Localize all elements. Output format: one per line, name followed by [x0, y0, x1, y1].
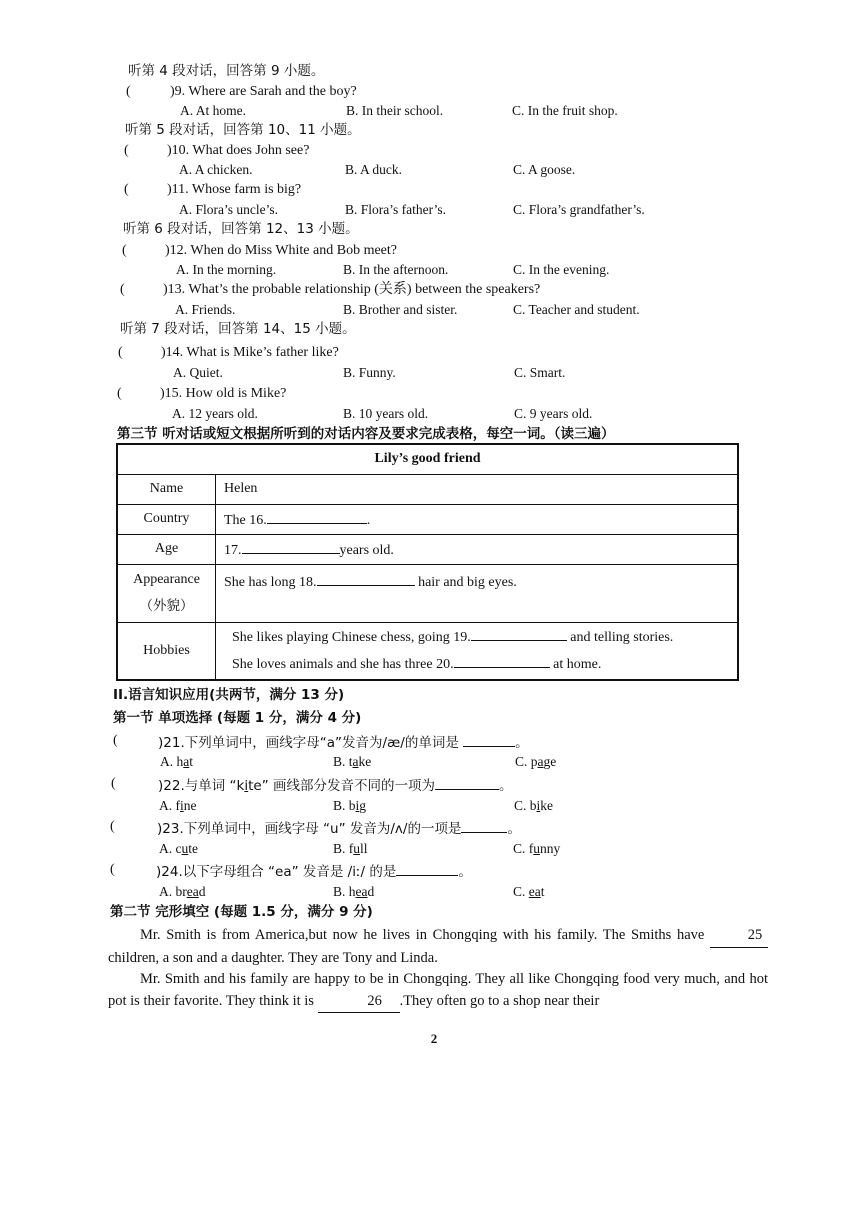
cloze-paragraph-1: [108, 925, 768, 969]
q24-stem-end: 。: [458, 864, 472, 880]
q14-option-c: C. Smart.: [514, 365, 566, 380]
hobbies-label: Hobbies: [117, 622, 216, 680]
q15-option-a: A. 12 years old.: [172, 406, 258, 421]
appearance-prefix: She has long 18.: [224, 574, 317, 590]
age-prefix: 17.: [224, 543, 242, 558]
answer-paren-q11: (: [124, 182, 129, 197]
q24-option-b: [333, 883, 374, 901]
q13-option-b: B. Brother and sister.: [343, 302, 458, 317]
table-title: Lily’s good friend: [117, 444, 738, 474]
cloze-p2-text-a: Mr. Smith and his family are happy to be in Chongqing. They all like Chongqing food very much, and hot pot is their favorite. They think it is: [108, 971, 768, 1009]
name-label: Name: [117, 474, 216, 504]
appearance-cell: [216, 564, 739, 622]
country-prefix: The 16.: [224, 513, 267, 528]
question-21-stem: [158, 732, 529, 752]
question-12-stem: )12. When do Miss White and Bob meet?: [165, 243, 397, 258]
q21-stem-end: 。: [515, 735, 529, 751]
q22-a-pre: A. f: [159, 798, 180, 813]
q22-b-post: g: [359, 798, 367, 813]
segment-7-header: 听第 7 段对话，回答第 14、15 小题。: [120, 321, 356, 337]
q22-c-pre: C. b: [514, 798, 537, 813]
part-2-heading: II.语言知识应用(共两节，满分 13 分): [113, 687, 345, 703]
q24-c-underlined: ea: [528, 884, 541, 899]
q23-c-post: nny: [540, 841, 561, 856]
q14-option-a: A. Quiet.: [173, 365, 223, 380]
answer-paren-q15: (: [117, 386, 122, 401]
q12-option-b: B. In the afternoon.: [343, 262, 449, 277]
country-label: Country: [117, 504, 216, 534]
q22-stem-end: 。: [499, 778, 513, 794]
table-row: [117, 622, 738, 680]
hobbies-cell: [216, 622, 739, 680]
q21-b-pre: B. t: [333, 754, 353, 769]
q22-a-post: ne: [183, 798, 197, 813]
question-23-stem: [157, 818, 521, 838]
answer-paren-q24: (: [110, 862, 115, 877]
q22-b-pre: B. b: [333, 798, 356, 813]
q11-option-b: B. Flora’s father’s.: [345, 202, 446, 217]
q22-stem-mid: te” 画线部分发音不同的一项为: [248, 778, 435, 794]
appearance-label-cell: [117, 564, 216, 622]
table-row: [117, 504, 738, 534]
question-11-stem: )11. Whose farm is big?: [167, 182, 302, 197]
hobbies-line-2-prefix: She loves animals and she has three 20.: [232, 656, 454, 672]
cloze-p2-text-b: .They often go to a shop near their: [399, 992, 600, 1009]
q22-a-underlined: i: [180, 798, 184, 813]
appearance-suffix: hair and big eyes.: [418, 574, 517, 590]
q24-answer-blank[interactable]: [396, 861, 458, 876]
hobbies-line-1: [232, 624, 736, 651]
q24-stem-text: )24.以下字母组合 “ea” 发音是 /iː/ 的是: [156, 864, 397, 880]
question-14-stem: )14. What is Mike’s father like?: [161, 345, 339, 360]
q23-stem-end: 。: [507, 821, 521, 837]
q22-stem-underlined: i: [244, 778, 249, 794]
q23-a-pre: A. c: [159, 841, 182, 856]
cloze-p1-text-a: Mr. Smith is from America,but now he lives in Chongqing with his family. The Smiths have: [140, 927, 710, 943]
q23-stem-text: )23.下列单词中，画线字母 “u” 发音为/ʌ/的一项是: [157, 821, 462, 837]
hobbies-line-1-prefix: She likes playing Chinese chess, going 19.: [232, 629, 471, 645]
question-15-stem: )15. How old is Mike?: [160, 386, 287, 401]
answer-paren-q9: (: [126, 84, 131, 99]
section-3-heading: 第三节 听对话或短文根据所听到的对话内容及要求完成表格，每空一词。（读三遍）: [117, 426, 615, 442]
blank-17[interactable]: [242, 539, 340, 554]
answer-paren-q22: (: [111, 776, 116, 791]
q21-answer-blank[interactable]: [463, 732, 515, 747]
appearance-label: Appearance: [133, 572, 200, 587]
q12-option-c: C. In the evening.: [513, 262, 610, 277]
q23-a-underlined: u: [181, 841, 189, 856]
q21-c-underlined: a: [537, 754, 544, 769]
q21-option-a: [160, 753, 193, 771]
q21-option-b: [333, 753, 371, 771]
segment-4-header: 听第 4 段对话，回答第 9 小题。: [128, 63, 325, 79]
question-22-stem: [158, 775, 513, 795]
q22-c-underlined: i: [536, 798, 541, 813]
q23-b-post: ll: [360, 841, 368, 856]
country-cell: [216, 504, 739, 534]
q22-option-a: [159, 797, 197, 815]
q24-b-underlined: ea: [355, 884, 368, 899]
cloze-blank-26[interactable]: 26: [318, 991, 400, 1014]
q13-option-a: A. Friends.: [175, 302, 236, 317]
cloze-p1-text-b: children, a son and a daughter. They are Tony and Linda.: [108, 949, 438, 966]
q23-option-a: [159, 840, 198, 858]
q23-c-pre: C. f: [513, 841, 534, 856]
answer-paren-q10: (: [124, 143, 129, 158]
q15-option-c: C. 9 years old.: [514, 406, 593, 421]
q12-option-a: A. In the morning.: [176, 262, 277, 277]
answer-paren-q23: (: [110, 819, 115, 834]
country-suffix: .: [366, 513, 371, 528]
segment-5-header: 听第 5 段对话，回答第 10、11 小题。: [125, 122, 361, 138]
q22-answer-blank[interactable]: [435, 775, 499, 790]
question-10-stem: )10. What does John see?: [167, 143, 310, 158]
q21-option-c: [515, 753, 556, 771]
lily-friend-table: [116, 443, 739, 681]
question-24-stem: [156, 861, 472, 881]
table-row: [117, 564, 738, 622]
q22-option-b: [333, 797, 366, 815]
q22-b-underlined: i: [355, 798, 360, 813]
q9-option-a: A. At home.: [180, 103, 246, 118]
q21-a-post: t: [189, 754, 194, 769]
table-row: [117, 534, 738, 564]
cloze-blank-25[interactable]: 25: [710, 925, 768, 948]
q23-option-b: [333, 840, 368, 858]
q11-option-c: C. Flora’s grandfather’s.: [513, 202, 645, 217]
age-cell: [216, 534, 739, 564]
answer-paren-q21: (: [113, 733, 118, 748]
appearance-label-cn: （外貌）: [139, 598, 194, 614]
answer-paren-q12: (: [122, 243, 127, 258]
q23-b-underlined: u: [353, 841, 360, 856]
part-2-section-2-heading: 第二节 完形填空 (每题 1.5 分，满分 9 分): [110, 904, 373, 920]
cloze-paragraph-2: [108, 969, 768, 1013]
q24-option-a: [159, 883, 205, 901]
q9-option-b: B. In their school.: [346, 103, 444, 118]
q21-b-underlined: a: [352, 754, 359, 769]
q22-option-c: [514, 797, 553, 815]
question-9-stem: )9. Where are Sarah and the boy?: [170, 84, 357, 99]
name-value: Helen: [216, 474, 739, 504]
age-label: Age: [117, 534, 216, 564]
q21-a-pre: A. h: [160, 754, 184, 769]
q14-option-b: B. Funny.: [343, 365, 396, 380]
q23-answer-blank[interactable]: [461, 818, 507, 833]
q21-stem-text: )21.下列单词中，画线字母“a”发音为/æ/的单词是: [158, 735, 464, 751]
age-suffix: years old.: [339, 543, 394, 558]
q23-c-underlined: u: [533, 841, 540, 856]
q13-option-c: C. Teacher and student.: [513, 302, 640, 317]
q23-a-post: te: [188, 841, 198, 856]
q24-c-post: t: [540, 884, 545, 899]
q15-option-b: B. 10 years old.: [343, 406, 429, 421]
q22-stem-text: )22.与单词 “k: [158, 778, 245, 794]
table-row: [117, 474, 738, 504]
answer-paren-q14: (: [118, 345, 123, 360]
answer-paren-q13: (: [120, 282, 125, 297]
hobbies-line-2: [232, 651, 736, 678]
blank-18[interactable]: [317, 571, 415, 586]
hobbies-line-2-suffix: at home.: [553, 656, 602, 672]
hobbies-line-1-suffix: and telling stories.: [570, 629, 674, 645]
q23-option-c: [513, 840, 560, 858]
q21-c-post: ge: [543, 754, 557, 769]
question-13-stem: )13. What’s the probable relationship (关系) between the speakers?: [163, 282, 541, 297]
blank-19[interactable]: [471, 626, 567, 641]
q24-option-c: [513, 883, 545, 901]
q24-b-pre: B. h: [333, 884, 356, 899]
q24-b-post: d: [367, 884, 375, 899]
q24-a-post: d: [198, 884, 206, 899]
q21-c-pre: C. p: [515, 754, 538, 769]
q23-b-pre: B. f: [333, 841, 354, 856]
part-2-section-1-heading: 第一节 单项选择 (每题 1 分，满分 4 分): [113, 710, 362, 726]
q24-a-pre: A. br: [159, 884, 187, 899]
q9-option-c: C. In the fruit shop.: [512, 103, 618, 118]
q21-b-post: ke: [358, 754, 372, 769]
blank-20[interactable]: [454, 653, 550, 668]
q10-option-b: B. A duck.: [345, 162, 403, 177]
segment-6-header: 听第 6 段对话，回答第 12、13 小题。: [123, 221, 359, 237]
q21-a-underlined: a: [183, 754, 190, 769]
q24-a-underlined: ea: [186, 884, 199, 899]
q10-option-c: C. A goose.: [513, 162, 576, 177]
page-number: 2: [430, 1031, 438, 1046]
blank-16[interactable]: [267, 509, 367, 524]
q24-c-pre: C.: [513, 884, 529, 899]
q11-option-a: A. Flora’s uncle’s.: [179, 202, 278, 217]
q22-c-post: ke: [540, 798, 554, 813]
q10-option-a: A. A chicken.: [179, 162, 253, 177]
